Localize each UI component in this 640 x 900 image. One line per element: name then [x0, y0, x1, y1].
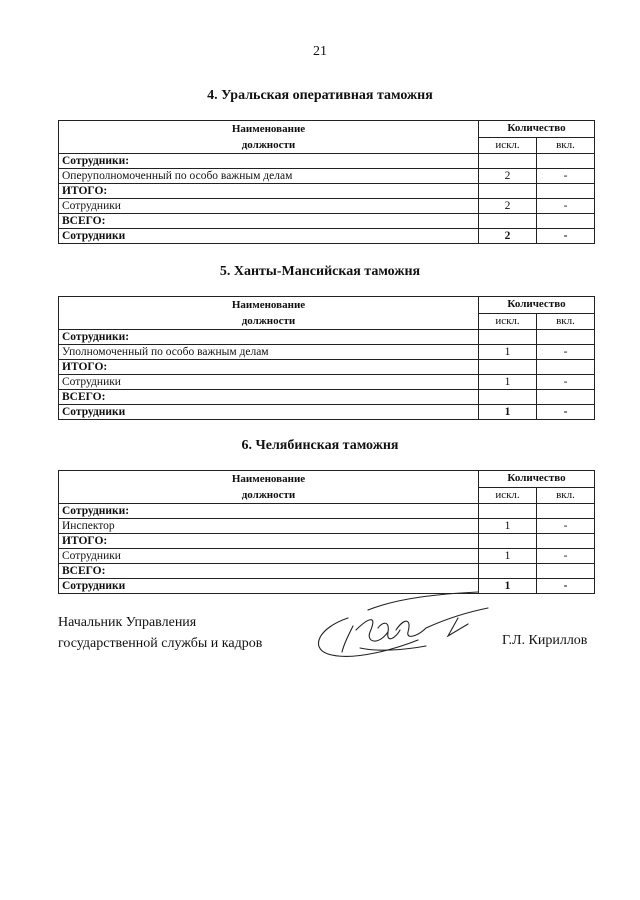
itogo-row-name: Сотрудники [59, 199, 479, 214]
handwritten-signature [308, 588, 498, 668]
position-excl: 1 [479, 519, 537, 534]
header-quantity: Количество [479, 471, 595, 488]
itogo-incl: - [537, 549, 595, 564]
staff-table [58, 296, 595, 420]
group-row [59, 504, 595, 519]
header-name-cell [59, 297, 479, 330]
position-excl: 2 [479, 169, 537, 184]
staff-table [58, 120, 595, 244]
group-label: Сотрудники: [59, 330, 479, 345]
itogo-excl: 1 [479, 375, 537, 390]
header-included: вкл. [537, 137, 595, 154]
header-row [59, 471, 595, 488]
position-name: Оперуполномоченный по особо важным делам [59, 169, 479, 184]
itogo-row-name: Сотрудники [59, 375, 479, 390]
itogo-label-row [59, 534, 595, 549]
page-number: 21 [313, 44, 327, 59]
itogo-excl: 1 [479, 549, 537, 564]
header-excluded: искл. [479, 137, 537, 154]
vsego-excl: 1 [479, 405, 537, 420]
table-row [59, 375, 595, 390]
header-row [59, 297, 595, 314]
position-incl: - [537, 519, 595, 534]
section-title: 6. Челябинская таможня [241, 438, 399, 453]
table-row [59, 229, 595, 244]
section-title: 4. Уральская оперативная таможня [207, 88, 433, 103]
header-name-line1: Наименование [231, 123, 306, 135]
position-excl: 1 [479, 345, 537, 360]
signatory-title-line1: Начальник Управления [58, 615, 197, 630]
itogo-row-name: Сотрудники [59, 549, 479, 564]
itogo-label: ИТОГО: [59, 360, 479, 375]
header-name-line2: должности [241, 139, 296, 151]
group-row [59, 154, 595, 169]
itogo-excl: 2 [479, 199, 537, 214]
table-row [59, 199, 595, 214]
header-name-line1: Наименование [231, 299, 306, 311]
section-title: 5. Ханты-Мансийская таможня [219, 264, 421, 279]
signatory-title-line2: государственной службы и кадров [58, 636, 263, 651]
group-row [59, 330, 595, 345]
header-quantity: Количество [479, 121, 595, 138]
signatory-title [58, 612, 262, 654]
itogo-label-row [59, 184, 595, 199]
header-row [59, 121, 595, 138]
table-row [59, 169, 595, 184]
vsego-row-name: Сотрудники [59, 229, 479, 244]
vsego-excl: 2 [479, 229, 537, 244]
vsego-row-name: Сотрудники [59, 579, 479, 594]
vsego-label-row [59, 390, 595, 405]
vsego-incl: - [537, 579, 595, 594]
table-row [59, 345, 595, 360]
itogo-label-row [59, 360, 595, 375]
vsego-row-name: Сотрудники [59, 405, 479, 420]
signatory-name: Г.Л. Кириллов [502, 633, 588, 648]
header-excluded: искл. [479, 487, 537, 504]
itogo-label: ИТОГО: [59, 534, 479, 549]
position-name: Инспектор [59, 519, 479, 534]
position-name: Уполномоченный по особо важным делам [59, 345, 479, 360]
vsego-label-row [59, 214, 595, 229]
header-included: вкл. [537, 487, 595, 504]
table-row [59, 405, 595, 420]
itogo-label: ИТОГО: [59, 184, 479, 199]
header-name-cell [59, 121, 479, 154]
table-row [59, 549, 595, 564]
vsego-incl: - [537, 405, 595, 420]
vsego-incl: - [537, 229, 595, 244]
vsego-label: ВСЕГО: [59, 390, 479, 405]
itogo-incl: - [537, 375, 595, 390]
position-incl: - [537, 169, 595, 184]
itogo-incl: - [537, 199, 595, 214]
header-quantity: Количество [479, 297, 595, 314]
group-label: Сотрудники: [59, 154, 479, 169]
vsego-label-row [59, 564, 595, 579]
table-row [59, 519, 595, 534]
header-excluded: искл. [479, 313, 537, 330]
group-label: Сотрудники: [59, 504, 479, 519]
header-name-line2: должности [241, 489, 296, 501]
header-name-line2: должности [241, 315, 296, 327]
vsego-excl: 1 [479, 579, 537, 594]
header-included: вкл. [537, 313, 595, 330]
vsego-label: ВСЕГО: [59, 564, 479, 579]
staff-table [58, 470, 595, 594]
header-name-cell [59, 471, 479, 504]
vsego-label: ВСЕГО: [59, 214, 479, 229]
header-name-line1: Наименование [231, 473, 306, 485]
position-incl: - [537, 345, 595, 360]
